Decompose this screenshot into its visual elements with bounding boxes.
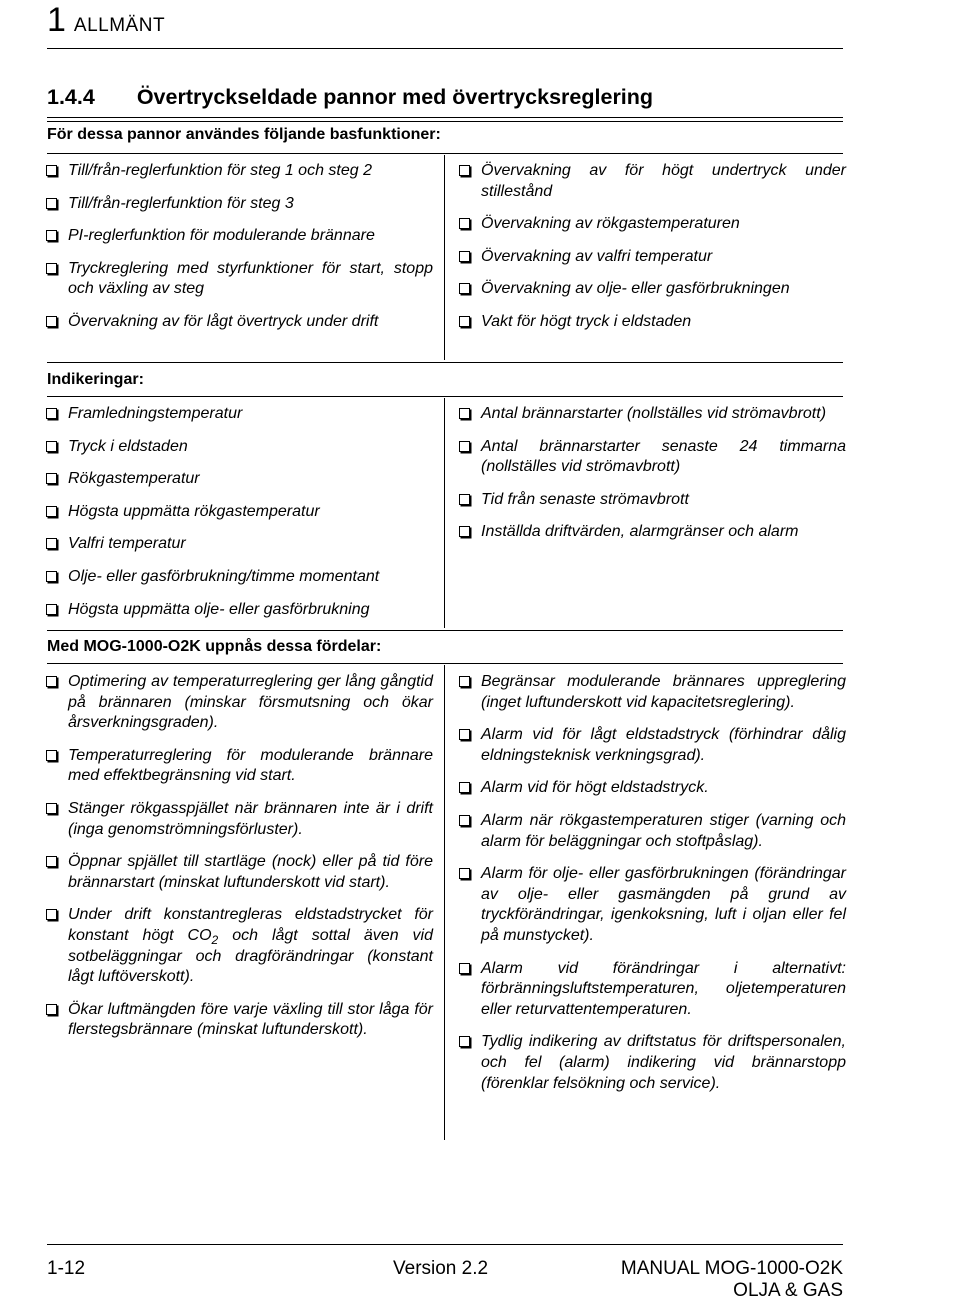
- list-item: Rökgastemperatur: [45, 469, 433, 490]
- manual-title-line2: OLJA & GAS: [733, 1280, 843, 1301]
- list-item: Öppnar spjället till startläge (nock) eller på tid före brännarstart (minskat luftunderskott vid start).: [45, 852, 433, 893]
- list-item: Antal brännarstarter (nollställes vid strömavbrott): [458, 404, 846, 425]
- list-item: Temperaturreglering för modulerande brännare med effektbegränsning vid start.: [45, 746, 433, 787]
- basfunktioner-heading: För dessa pannor användes följande basfunktioner:: [47, 126, 441, 143]
- fordelar-left-list: [45, 672, 433, 1053]
- list-item: Stänger rökgasspjället när brännaren inte är i drift (inga genomströmningsförluster).: [45, 799, 433, 840]
- list-item: Olje- eller gasförbrukning/timme momentant: [45, 567, 433, 588]
- list-item: Alarm för olje- eller gasförbrukningen (förändringar av olje- eller gasmängden på grund av tryckförändringar, igenkoksning, luft i oljan eller fel på munstycket).: [458, 864, 846, 946]
- list-item: Till/från-reglerfunktion för steg 1 och steg 2: [45, 161, 433, 182]
- manual-title-line1: MANUAL MOG-1000-O2K: [620, 1258, 843, 1279]
- indikeringar-rule-top: [47, 362, 843, 363]
- list-item: Högsta uppmätta rökgastemperatur: [45, 502, 433, 523]
- manual-title: [560, 1258, 843, 1302]
- list-item: Övervakning av valfri temperatur: [458, 247, 846, 268]
- section-title-text: Övertryckseldade pannor med övertrycksreglering: [136, 85, 654, 109]
- list-item: Till/från-reglerfunktion för steg 3: [45, 194, 433, 215]
- list-item: Vakt för högt tryck i eldstaden: [458, 312, 846, 333]
- section-rule: [47, 117, 843, 122]
- section-number: 1.4.4: [47, 85, 95, 109]
- list-item: Ökar luftmängden före varje växling till stor låga för flerstegsbrännare (minskat luftunderskott).: [45, 1000, 433, 1041]
- indikeringar-heading: Indikeringar:: [47, 371, 144, 388]
- list-item: Högsta uppmätta olje- eller gasförbrukning: [45, 600, 433, 621]
- list-item: Tryck i eldstaden: [45, 437, 433, 458]
- list-item: Alarm vid förändringar i alternativt: förbränningsluftstemperaturen, oljetemperaturen eller returvattentemperaturen.: [458, 959, 846, 1021]
- chapter-number: 1: [47, 1, 66, 39]
- basfunktioner-right-list: [458, 161, 846, 345]
- list-item: Tydlig indikering av driftstatus för driftspersonalen, och fel (alarm) indikering vid brännarstopp (förenklar felsökning och service).: [458, 1032, 846, 1094]
- column-divider: [444, 155, 445, 360]
- list-item: Valfri temperatur: [45, 534, 433, 555]
- list-item: Under drift konstantregleras eldstadstrycket för konstant högt $CO_2$ och lågt sottal även vid sotbeläggningar och dragförändringar (konstant lågt luftöverskott).: [45, 905, 433, 987]
- indikeringar-left-list: [45, 404, 433, 632]
- footer-rule: [47, 1244, 843, 1245]
- fordelar-rule-top: [47, 630, 843, 631]
- list-item: Antal brännarstarter senaste 24 timmarna (nollställes vid strömavbrott): [458, 437, 846, 478]
- chapter-title: ALLMÄNT: [73, 15, 166, 36]
- page-number: 1-12: [47, 1258, 86, 1279]
- indikeringar-right-list: [458, 404, 846, 555]
- list-item: Alarm vid för lågt eldstadstryck (förhindrar dålig eldningsteknisk verkningsgrad).: [458, 725, 846, 766]
- header-rule: [47, 48, 843, 49]
- list-item: Optimering av temperaturreglering ger lång gångtid på brännaren (minskar försmutsning och ökar årsverkningsgraden).: [45, 672, 433, 734]
- section-title: [47, 83, 653, 111]
- fordelar-right-list: [458, 672, 846, 1106]
- list-item: Framledningstemperatur: [45, 404, 433, 425]
- list-item: Övervakning av för lågt övertryck under drift: [45, 312, 433, 333]
- list-item: Alarm vid för högt eldstadstryck.: [458, 778, 846, 799]
- basfunktioner-left-list: [45, 161, 433, 345]
- fordelar-heading: Med MOG-1000-O2K uppnås dessa fördelar:: [47, 638, 382, 655]
- column-divider: [444, 398, 445, 628]
- list-item: Tryckreglering med styrfunktioner för start, stopp och växling av steg: [45, 259, 433, 300]
- list-item: Övervakning av rökgastemperaturen: [458, 214, 846, 235]
- column-divider: [444, 665, 445, 1140]
- list-item: Tid från senaste strömavbrott: [458, 490, 846, 511]
- basfunktioner-rule: [47, 153, 843, 154]
- version-label: Version 2.2: [393, 1258, 489, 1279]
- list-item: Alarm när rökgastemperaturen stiger (varning och alarm för beläggningar och stoftpåslag).: [458, 811, 846, 852]
- list-item: PI-reglerfunktion för modulerande brännare: [45, 226, 433, 247]
- list-item: Övervakning av olje- eller gasförbrukningen: [458, 279, 846, 300]
- list-item: Begränsar modulerande brännares uppreglering (inget luftunderskott vid kapacitetsreglering).: [458, 672, 846, 713]
- fordelar-rule: [47, 663, 843, 664]
- indikeringar-rule: [47, 396, 843, 397]
- list-item: Övervakning av för högt undertryck under stillestånd: [458, 161, 846, 202]
- chapter-header: [47, 0, 165, 40]
- list-item: Inställda driftvärden, alarmgränser och alarm: [458, 522, 846, 543]
